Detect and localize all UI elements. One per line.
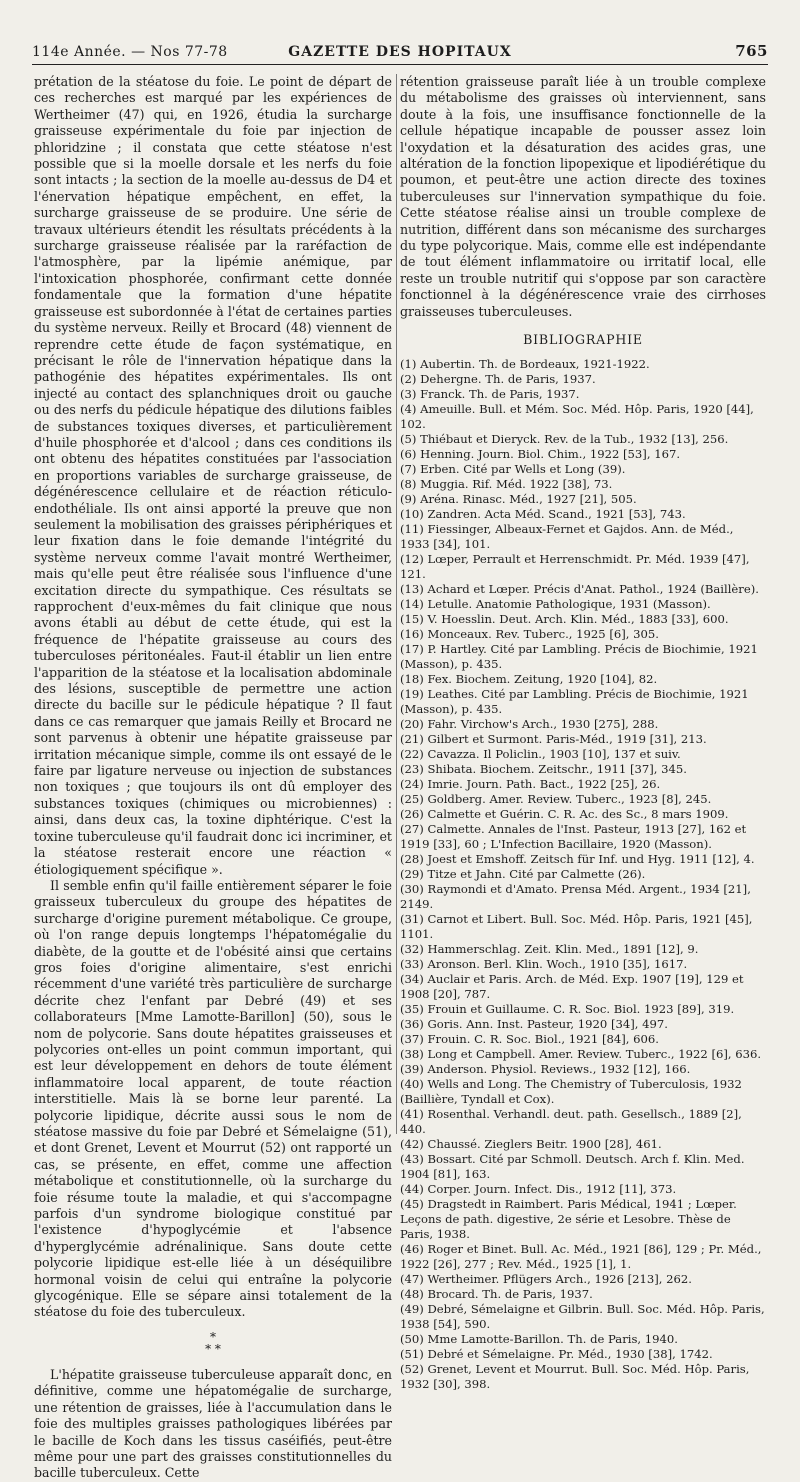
reference-item: (9) Aréna. Rinasc. Méd., 1927 [21], 505.: [400, 491, 637, 506]
reference-item: (6) Henning. Journ. Biol. Chim., 1922 [53], 167.: [400, 446, 681, 461]
reference-item: (52) Grenet, Levent et Mourrut. Bull. Soc. Méd. Hôp. Paris, 1932 [30], 398.: [400, 1361, 750, 1391]
reference-item: (33) Aronson. Berl. Klin. Woch., 1910 [35], 1617.: [400, 956, 688, 971]
reference-list: [400, 357, 766, 1392]
reference-item: (29) Titze et Jahn. Cité par Calmette (26).: [400, 866, 646, 881]
article-paragraph: rétention graisseuse paraît liée à un trouble complexe du métabolisme des graisses où interviennent, sans doute à la fois, une insuffisance fonctionnelle de la cellule hépatique incapable de pousser assez loin l'oxydation et la désaturation des acides gras, une altération de la fonction lipopexique et lipodiérétique du poumon, et peut-être une action directe des toxines tuberculeuses sur l'innervation sympathique du foie. Cette stéatose réalise ainsi un trouble complexe de nutrition, différent dans son mécanisme des surcharges du type polycorique. Mais, comme elle est indépendante de tout élément inflammatoire ou irritatif local, elle reste un trouble nutritif qui s'oppose par son caractère fonctionnel à la dégénérescence vraie des cirrhoses graisseuses tuberculeuses.: [400, 74, 766, 319]
reference-item: (5) Thiébaut et Dieryck. Rev. de la Tub., 1932 [13], 256.: [400, 431, 729, 446]
reference-item: (21) Gilbert et Surmont. Paris-Méd., 1919 [31], 213.: [400, 731, 707, 746]
reference-item: (25) Goldberg. Amer. Review. Tuberc., 1923 [8], 245.: [400, 791, 712, 806]
reference-item: (13) Achard et Lœper. Précis d'Anat. Pathol., 1924 (Baillère).: [400, 581, 759, 596]
reference-item: (14) Letulle. Anatomie Pathologique, 1931 (Masson).: [400, 596, 711, 611]
reference-item: (18) Fex. Biochem. Zeitung, 1920 [104], 82.: [400, 671, 658, 686]
reference-item: (20) Fahr. Virchow's Arch., 1930 [275], 288.: [400, 716, 659, 731]
reference-item: (36) Goris. Ann. Inst. Pasteur, 1920 [34], 497.: [400, 1016, 668, 1031]
page-header: [32, 36, 768, 64]
reference-item: (19) Leathes. Cité par Lambling. Précis de Biochimie, 1921 (Masson), p. 435.: [400, 686, 749, 716]
reference-item: (50) Mme Lamotte-Barillon. Th. de Paris, 1940.: [400, 1331, 678, 1346]
reference-item: (38) Long et Campbell. Amer. Review. Tuberc., 1922 [6], 636.: [400, 1046, 762, 1061]
reference-item: (46) Roger et Binet. Bull. Ac. Méd., 1921 [86], 129 ; Pr. Méd., 1922 [26], 277 ; Rev. Méd., 1925 [1], 1.: [400, 1241, 762, 1271]
journal-title: GAZETTE DES HOPITAUX: [288, 44, 512, 60]
reference-item: (31) Carnot et Libert. Bull. Soc. Méd. Hôp. Paris, 1921 [45], 1101.: [400, 911, 753, 941]
reference-item: (4) Ameuille. Bull. et Mém. Soc. Méd. Hôp. Paris, 1920 [44], 102.: [400, 401, 754, 431]
reference-item: (24) Imrie. Journ. Path. Bact., 1922 [25], 26.: [400, 776, 661, 791]
article-paragraph: L'hépatite graisseuse tuberculeuse apparaît donc, en définitive, comme une hépatomégalie de surcharge, une rétention de graisses, liée à l'accumulation dans le foie des multiples graisses pathologiques libérées par le bacille de Koch dans les tissus caséifiés, peut-être même pour une part des graisses constitutionnelles du bacille tuberculeux. Cette: [34, 1366, 392, 1481]
reference-item: (44) Corper. Journ. Infect. Dis., 1912 [11], 373.: [400, 1181, 677, 1196]
reference-item: (16) Monceaux. Rev. Tuberc., 1925 [6], 305.: [400, 626, 659, 641]
page-number: 765: [735, 42, 768, 60]
issue-label: 114e Année. — Nos 77-78: [32, 44, 228, 60]
reference-item: (32) Hammerschlag. Zeit. Klin. Med., 1891 [12], 9.: [400, 941, 699, 956]
left-column: [34, 74, 392, 1481]
reference-item: (1) Aubertin. Th. de Bordeaux, 1921-1922.: [400, 356, 650, 371]
reference-item: (30) Raymondi et d'Amato. Prensa Méd. Argent., 1934 [21], 2149.: [400, 881, 751, 911]
reference-item: (48) Brocard. Th. de Paris, 1937.: [400, 1286, 593, 1301]
reference-item: (27) Calmette. Annales de l'Inst. Pasteur, 1913 [27], 162 et 1919 [33], 60 ; L'Infection Bacillaire, 1920 (Masson).: [400, 821, 747, 851]
reference-item: (43) Bossart. Cité par Schmoll. Deutsch. Arch f. Klin. Med. 1904 [81], 163.: [400, 1151, 745, 1181]
reference-item: (28) Joest et Emshoff. Zeitsch für Inf. und Hyg. 1911 [12], 4.: [400, 851, 755, 866]
reference-item: (37) Frouin. C. R. Soc. Biol., 1921 [84], 606.: [400, 1031, 659, 1046]
reference-item: (17) P. Hartley. Cité par Lambling. Précis de Biochimie, 1921 (Masson), p. 435.: [400, 641, 758, 671]
reference-item: (8) Muggia. Rif. Méd. 1922 [38], 73.: [400, 476, 613, 491]
reference-item: (26) Calmette et Guérin. C. R. Ac. des Sc., 8 mars 1909.: [400, 806, 729, 821]
reference-item: (40) Wells and Long. The Chemistry of Tuberculosis, 1932 (Baillière, Tyndall et Cox).: [400, 1076, 742, 1106]
column-divider: [396, 74, 397, 1134]
reference-item: (23) Shibata. Biochem. Zeitschr., 1911 [37], 345.: [400, 761, 687, 776]
reference-item: (12) Lœper, Perrault et Herrenschmidt. Pr. Méd. 1939 [47], 121.: [400, 551, 750, 581]
header-rule: [32, 64, 768, 65]
reference-item: (10) Zandren. Acta Méd. Scand., 1921 [53], 743.: [400, 506, 686, 521]
reference-item: (11) Fiessinger, Albeaux-Fernet et Gajdos. Ann. de Méd., 1933 [34], 101.: [400, 521, 734, 551]
reference-item: (35) Frouin et Guillaume. C. R. Soc. Biol. 1923 [89], 319.: [400, 1001, 735, 1016]
reference-item: (7) Erben. Cité par Wells et Long (39).: [400, 461, 626, 476]
reference-item: (51) Debré et Sémelaigne. Pr. Méd., 1930 [38], 1742.: [400, 1346, 713, 1361]
article-paragraph: Il semble enfin qu'il faille entièrement séparer le foie graisseux tuberculeux du groupe des hépatites de surcharge d'origine purement métabolique. Ce groupe, où l'on range depuis longtemps l'hépatomégalie du diabète, de la goutte et de l'obésité ainsi que certains gros foies d'origine alimentaire, s'est enrichi récemment d'une variété très particulière de surcharge décrite chez l'enfant par Debré (49) et ses collaborateurs [Mme Lamotte-Barillon] (50), sous le nom de polycorie. Sans doute hépatites graisseuses et polycories ont-elles un point commun important, qui est leur développement en dehors de toute élément inflammatoire local apparent, de toute réaction interstitielle. Mais là se borne leur parenté. La polycorie lipidique, décrite aussi sous le nom de stéatose massive du foie par Debré et Sémelaigne (51), et dont Grenet, Levent et Mourrut (52) ont rapporté un cas, se présente, en effet, comme une affection métabolique et constitutionnelle, où la surcharge du foie résume toute la maladie, et qui s'accompagne parfois d'un syndrome biologique constitué par l'existence d'hypoglycémie et l'absence d'hyperglycémie adrénalinique. Sans doute cette polycorie lipidique est-elle liée à un déséquilibre hormonal voisin de celui qui entraîne la polycorie glycogénique. Elle se sépare ainsi totalement de la stéatose du foie des tuberculeux.: [34, 877, 392, 1320]
bibliography-heading: BIBLIOGRAPHIE: [523, 332, 643, 348]
reference-item: (41) Rosenthal. Verhandl. deut. path. Gesellsch., 1889 [2], 440.: [400, 1106, 742, 1136]
right-column: [400, 74, 766, 1391]
reference-item: (3) Franck. Th. de Paris, 1937.: [400, 386, 580, 401]
reference-item: (22) Cavazza. Il Policlin., 1903 [10], 137 et suiv.: [400, 746, 681, 761]
reference-item: (45) Dragstedt in Raimbert. Paris Médical, 1941 ; Lœper. Leçons de path. digestive, 2e série et Lesobre. Thèse de Paris, 1938.: [400, 1196, 737, 1241]
reference-item: (34) Auclair et Paris. Arch. de Méd. Exp. 1907 [19], 129 et 1908 [20], 787.: [400, 971, 744, 1001]
reference-item: (42) Chaussé. Zieglers Beitr. 1900 [28], 461.: [400, 1136, 662, 1151]
reference-item: (15) V. Hoesslin. Deut. Arch. Klin. Méd., 1883 [33], 600.: [400, 611, 729, 626]
reference-item: (39) Anderson. Physiol. Reviews., 1932 [12], 166.: [400, 1061, 691, 1076]
article-paragraph: prétation de la stéatose du foie. Le point de départ de ces recherches est marqué par les expériences de Wertheimer (47) qui, en 1926, étudia la surcharge graisseuse expérimentale du foie par injection de phloridzine ; il constata que cette stéatose n'est possible que si la moelle dorsale et les nerfs du foie sont intacts ; la section de la moelle au-dessus de D4 et l'énervation hépatique empêchent, en effet, la surcharge graisseuse de se produire. Une série de travaux ultérieurs étendit les résultats précédents à la surcharge graisseuse réalisée par la raréfaction de l'atmosphère, par la lipémie anémique, par l'intoxication phosphorée, confirmant cette donnée fondamentale que la formation d'une hépatite graisseuse est subordonnée à l'état de certaines parties du système nerveux. Reilly et Brocard (48) viennent de reprendre cette étude de façon systématique, en précisant le rôle de l'innervation hépatique dans la pathogénie des hépatites expérimentales. Ils ont injecté au contact des splanchniques droit ou gauche ou des nerfs du pédicule hépatique des dilutions faibles de substances toxiques diverses, et particulièrement d'huile phosphorée et d'alcool ; dans ces conditions ils ont obtenu des hépatites constituées par l'association en proportions variables de surcharge graisseuse, de dégénérescence cellulaire et de réaction réticulo-endothéliale. Ils ont ainsi apporté la preuve que non seulement la mobilisation des graisses périphériques et leur fixation dans le foie demande l'intégrité du système nerveux comme l'avait montré Wertheimer, mais qu'elle peut être réalisée sous l'influence d'une excitation directe du sympathique. Ces résultats se rapprochent d'eux-mêmes du fait clinique que nous avons établi au début de cette étude, qui est la fréquence de l'hépatite graisseuse au cours des tuberculoses péritonéales. Faut-il établir un lien entre l'apparition de la stéatose et la localisation abdominale des lésions, susceptible de permettre une action directe du bacille sur le pédicule hépatique ? Il faut dans ce cas remarquer que jamais Reilly et Brocard ne sont parvenus à obtenir une hépatite graisseuse par irritation mécanique simple, comme ils ont essayé de le faire par ligature nerveuse ou injection de substances non toxiques ; que toujours ils ont dû employer des substances toxiques (chimiques ou microbiennes) : ainsi, dans deux cas, la toxine diphtérique. C'est la toxine tuberculeuse qu'il faudrait donc ici incriminer, et la stéatose resterait encore une réaction « étiologiquement spécifique ».: [34, 74, 392, 877]
reference-item: (47) Wertheimer. Pflügers Arch., 1926 [213], 262.: [400, 1271, 692, 1286]
section-separator: [34, 1331, 392, 1355]
separator-stars: * * *: [205, 1329, 221, 1356]
reference-item: (49) Debré, Sémelaigne et Gilbrin. Bull. Soc. Méd. Hôp. Paris, 1938 [54], 590.: [400, 1301, 765, 1331]
reference-item: (2) Dehergne. Th. de Paris, 1937.: [400, 371, 596, 386]
